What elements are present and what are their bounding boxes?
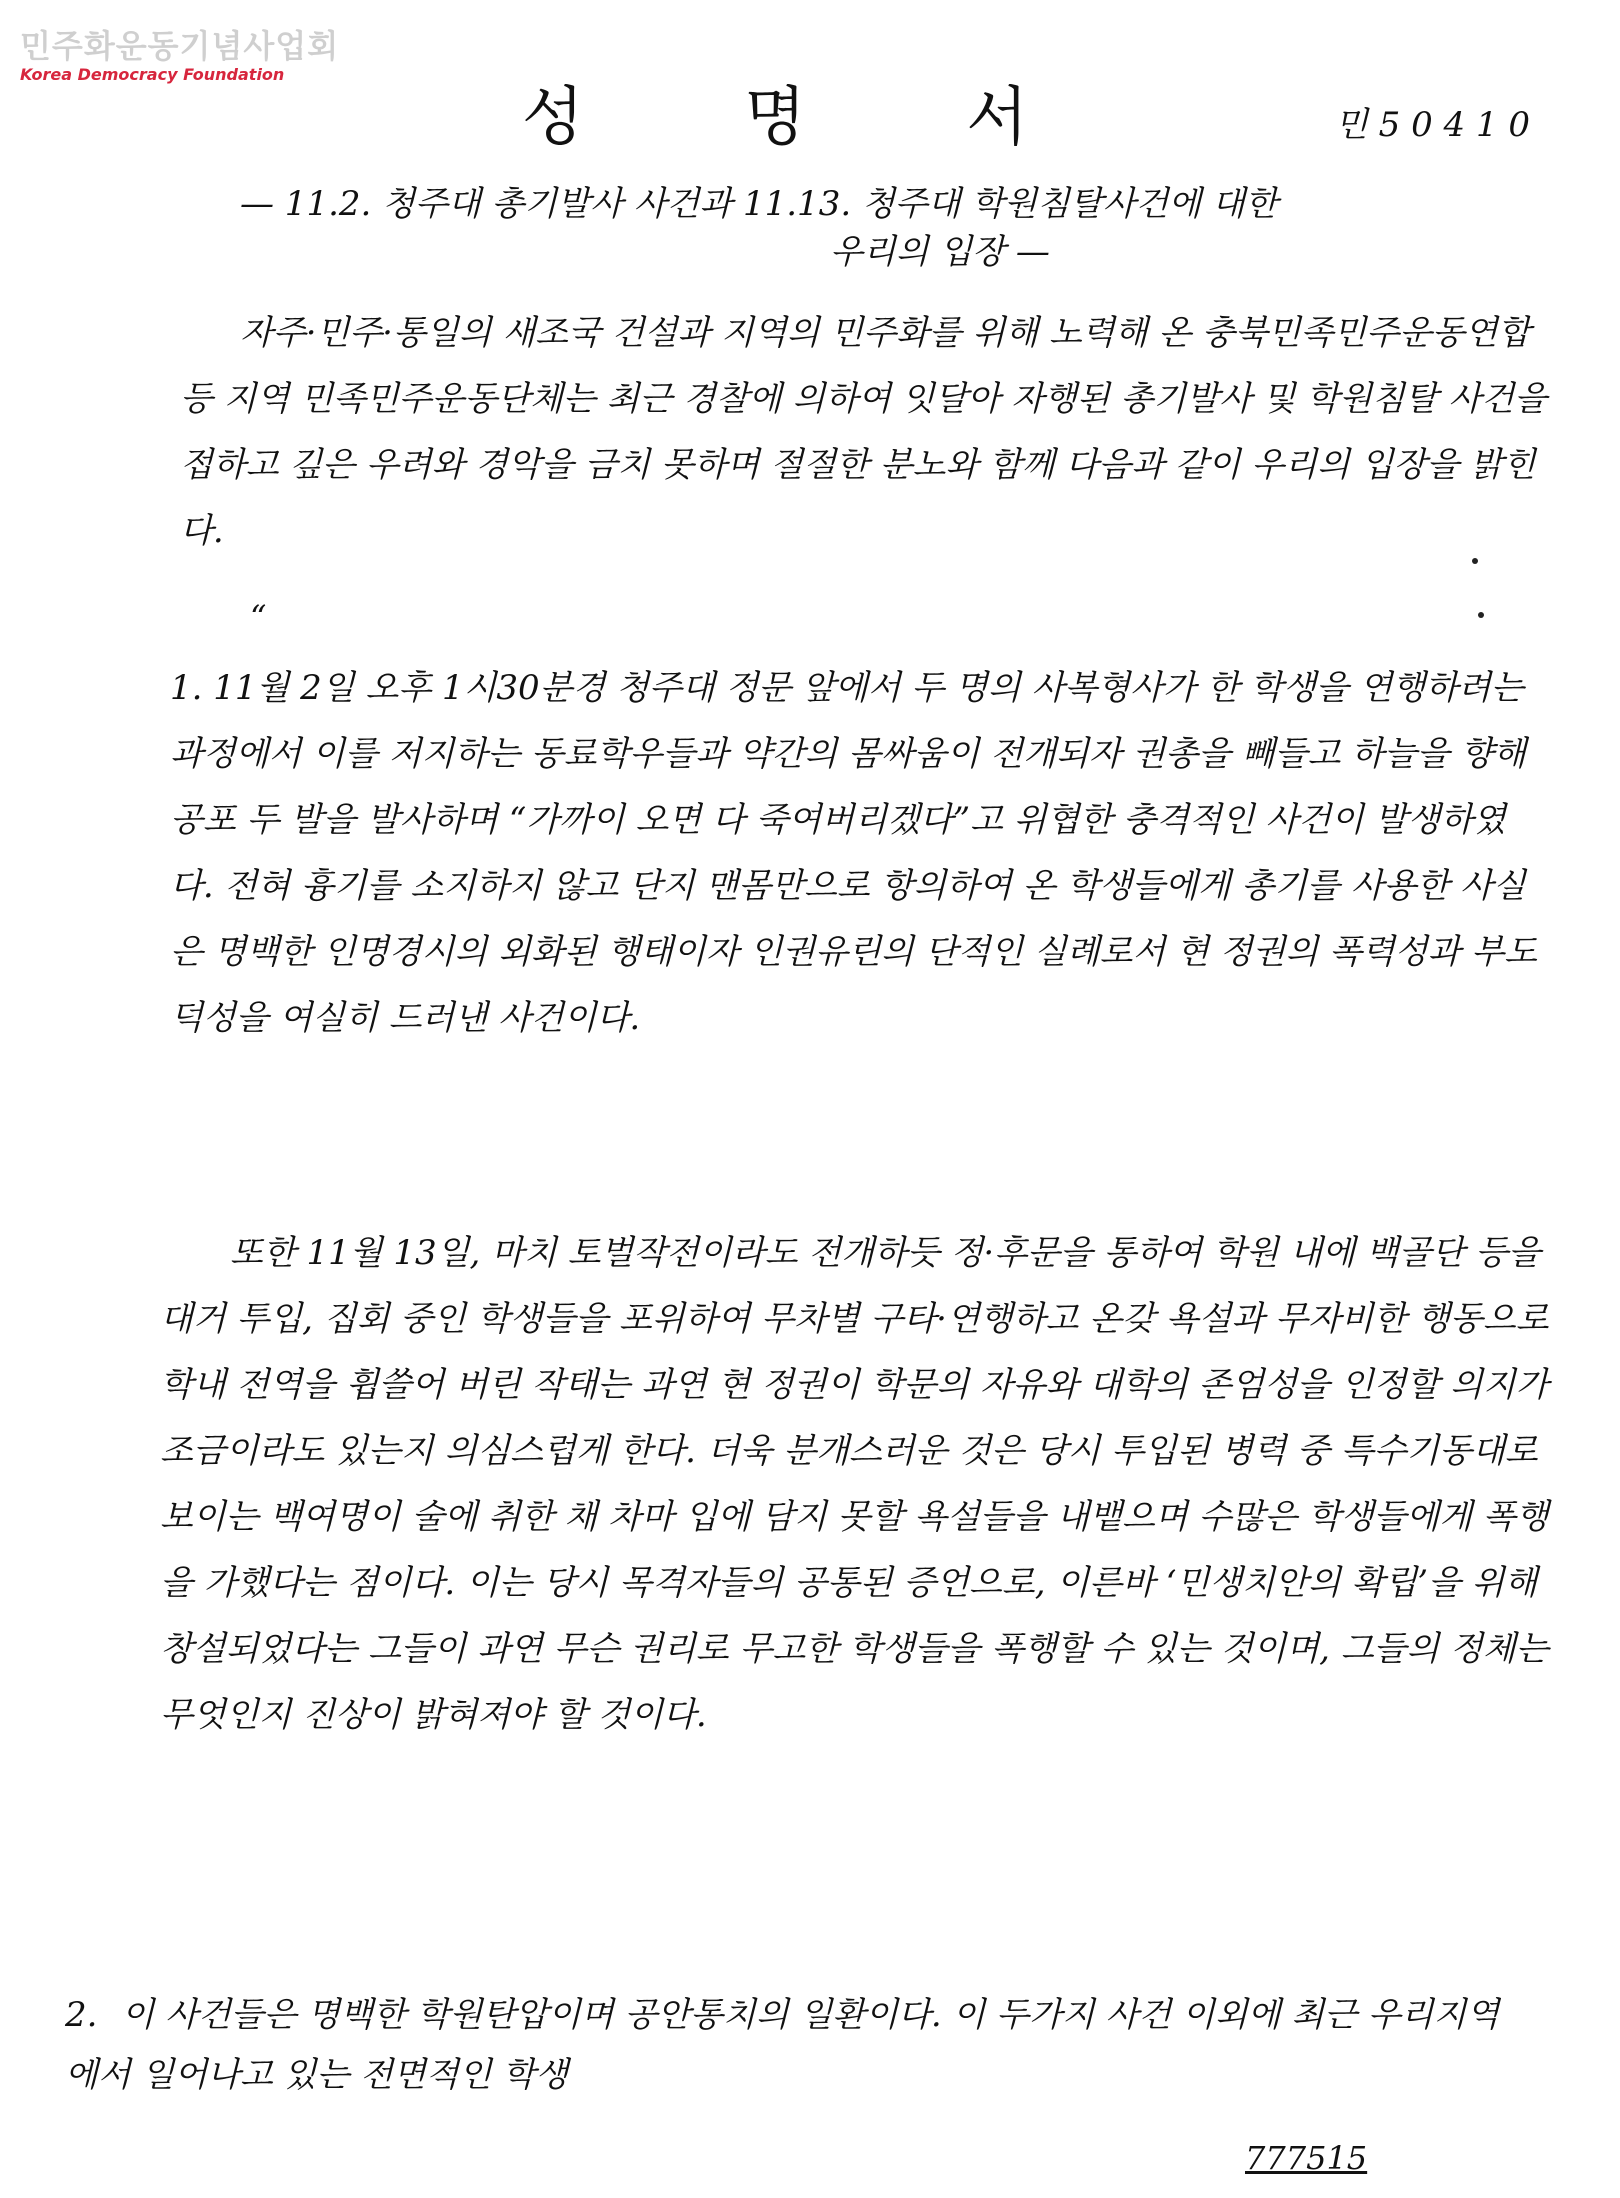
item-2-number: 2. xyxy=(65,1995,98,2035)
logo-english-text: Korea Democracy Foundation xyxy=(20,65,285,84)
item-1-paragraph: 1. 11월 2일 오후 1시30분경 청주대 정문 앞에서 두 명의 사복형사가 한 학생을 연행하려는 과정에서 이를 저지하는 동료학우들과 약간의 몸싸움이 전개되자 권총을 빼들고 하늘을 향해 공포 두 발을 발사하며 “가까이 오면 다 죽여버리겠다”고 위협한 충격적인 사건이 발생하였다. 전혀 흉기를 소지하지 않고 단지 맨몸만으로 항의하여 온 학생들에게 총기를 사용한 사실은 명백한 인명경시의 외화된 행태이자 인권유린의 단적인 실례로서 현 정권의 폭력성과 부도덕성을 여실히 드러낸 사건이다. xyxy=(170,668,1537,1038)
item-1-continued-paragraph: 또한 11월 13일, 마치 토벌작전이라도 전개하듯 정·후문을 통하여 학원 내에 백골단 등을 대거 투입, 집회 중인 학생들을 포위하여 무차별 구타·연행하고 온갖 욕설과 무자비한 행동으로 학내 전역을 휩쓸어 버린 작태는 과연 현 정권이 학문의 자유와 대학의 존엄성을 인정할 의지가 조금이라도 있는지 의심스럽게 한다. 더욱 분개스러운 것은 당시 투입된 병력 중 특수기동대로 보이는 백여명이 술에 취한 채 차마 입에 담지 못할 욕설들을 내뱉으며 수많은 학생들에게 폭행을 가했다는 점이다. 이는 당시 목격자들의 공통된 증언으로, 이른바 ‘민생치안의 확립’을 위해 창설되었다는 그들이 과연 무슨 권리로 무고한 학생들을 폭행할 수 있는 것이며, 그들의 정체는 무엇인지 진상이 밝혀져야 할 것이다. xyxy=(160,1233,1549,1735)
stray-mark xyxy=(1472,558,1478,564)
page-stamp-number: 777515 xyxy=(1245,2139,1368,2177)
intro-paragraph: 자주·민주·통일의 새조국 건설과 지역의 민주화를 위해 노력해 온 충북민족민주운동연합 등 지역 민족민주운동단체는 최근 경찰에 의하여 잇달아 자행된 총기발사 및 학원침탈 사건을 접하고 깊은 우려와 경악을 금치 못하며 절절한 분노와 함께 다음과 같이 우리의 입장을 밝힌다. xyxy=(180,313,1547,551)
item-2-paragraph xyxy=(65,1985,1525,2105)
subtitle-line-2: 우리의 입장 — xyxy=(830,232,1050,272)
document-title: 성 명 서 xyxy=(521,81,1099,155)
document-subtitle xyxy=(240,180,1490,276)
subtitle-line-1: — 11.2. 청주대 총기발사 사건과 11.13. 청주대 학원침탈사건에 대한 xyxy=(240,184,1278,224)
logo-korean-text: 민주화운동기념사업회 xyxy=(20,27,340,65)
foundation-logo xyxy=(20,28,339,84)
item-2-text: 이 사건들은 명백한 학원탄압이며 공안통치의 일환이다. 이 두가지 사건 이외에 최근 우리지역에서 일어나고 있는 전면적인 학생 xyxy=(65,1995,1500,2095)
document-id-mark: 민 5 0 4 1 0 xyxy=(1335,105,1531,145)
stray-mark xyxy=(1478,612,1484,618)
section-mark: “ xyxy=(250,598,267,636)
